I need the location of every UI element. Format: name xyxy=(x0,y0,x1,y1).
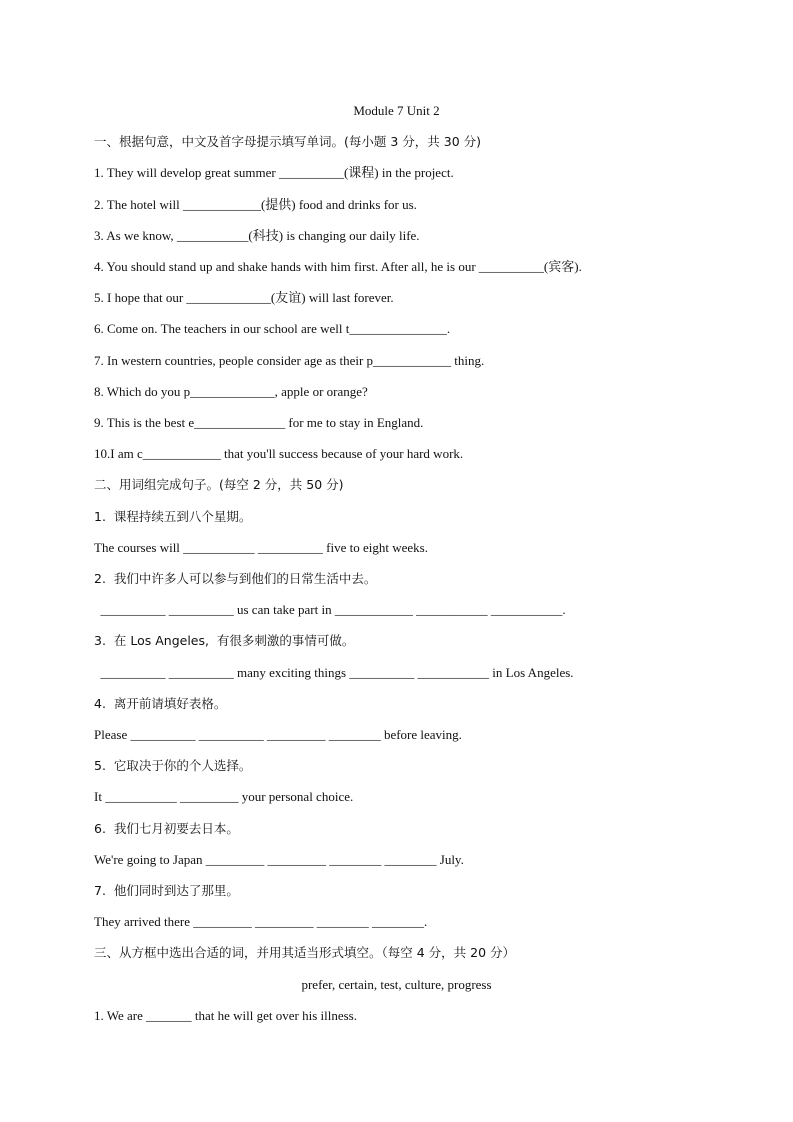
section2-prompt: 6. 我们七月初要去日本。 xyxy=(94,821,239,836)
section1-item: 5. I hope that our _____________(友谊) will last forever. xyxy=(94,290,394,305)
section1-heading: 一、根据句意，中文及首字母提示填写单词。(每小题 3 分，共 30 分) xyxy=(94,134,482,149)
section1-item: 2. The hotel will ____________(提供) food and drinks for us. xyxy=(94,197,417,212)
section3-heading: 三、从方框中选出合适的词，并用其适当形式填空。（每空 4 分，共 20 分） xyxy=(94,945,516,960)
section1-item: 9. This is the best e______________ for me to stay in England. xyxy=(94,415,424,430)
section2-prompt: 1. 课程持续五到八个星期。 xyxy=(94,509,252,524)
section2-answer-line: The courses will ___________ __________ five to eight weeks. xyxy=(94,540,428,555)
section1-item: 10.I am c____________ that you'll success because of your hard work. xyxy=(94,446,464,461)
section3-item: 1. We are _______ that he will get over his illness. xyxy=(94,1008,357,1023)
section2-answer-line: __________ __________ many exciting things __________ ___________ in Los Angeles. xyxy=(94,665,574,680)
word-box: prefer, certain, test, culture, progress xyxy=(301,977,492,992)
section1-item: 7. In western countries, people consider age as their p____________ thing. xyxy=(94,353,485,368)
section1-item: 8. Which do you p_____________, apple or orange? xyxy=(94,384,368,399)
section1-item: 6. Come on. The teachers in our school are well t_______________. xyxy=(94,321,451,336)
section2-prompt: 4. 离开前请填好表格。 xyxy=(94,696,227,711)
section2-prompt: 3. 在 Los Angeles, 有很多刺激的事情可做。 xyxy=(94,633,355,648)
section2-heading: 二、用词组完成句子。(每空 2 分，共 50 分) xyxy=(94,477,344,492)
section2-prompt: 5. 它取决于你的个人选择。 xyxy=(94,758,252,773)
section2-prompt: 7. 他们同时到达了那里。 xyxy=(94,883,239,898)
section2-answer-line: We're going to Japan _________ _________ ________ ________ July. xyxy=(94,852,464,867)
section1-item: 4. You should stand up and shake hands with him first. After all, he is our __________(宾客). xyxy=(94,259,582,274)
section2-prompt: 2. 我们中许多人可以参与到他们的日常生活中去。 xyxy=(94,571,377,586)
page-title: Module 7 Unit 2 xyxy=(353,103,440,118)
section1-item: 3. As we know, ___________(科技) is changing our daily life. xyxy=(94,228,420,243)
section2-answer-line: Please __________ __________ _________ ________ before leaving. xyxy=(94,727,462,742)
section1-item: 1. They will develop great summer __________(课程) in the project. xyxy=(94,165,454,180)
section2-answer-line: They arrived there _________ _________ ________ ________. xyxy=(94,914,428,929)
section2-answer-line: It ___________ _________ your personal choice. xyxy=(94,789,354,804)
section2-answer-line: __________ __________ us can take part in ____________ ___________ ___________. xyxy=(94,602,566,617)
